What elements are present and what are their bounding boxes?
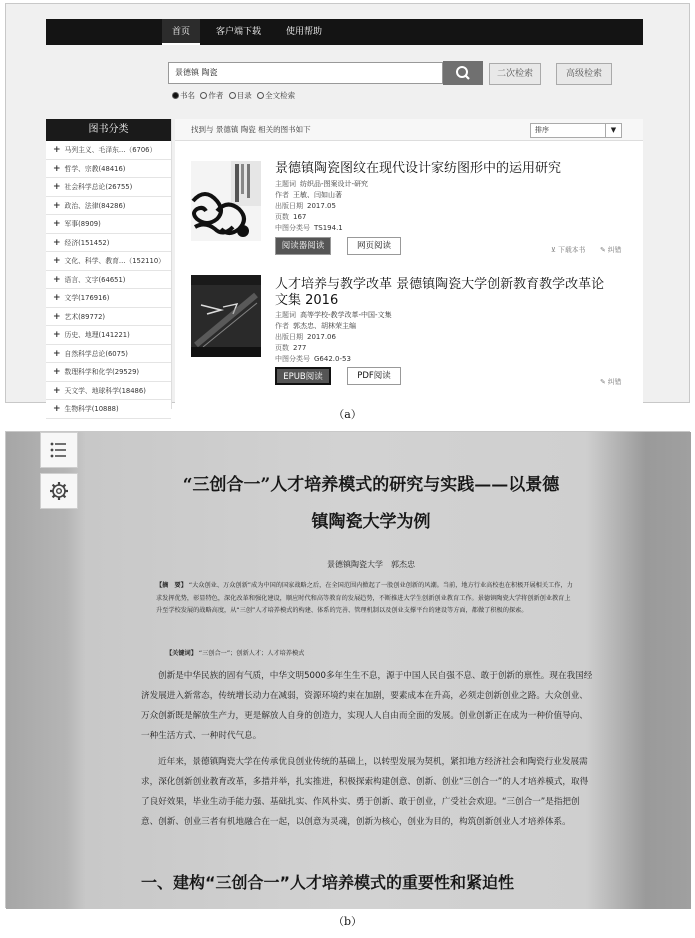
search-button[interactable] [443,61,483,85]
section-heading: 一、建构“三创合一”人才培养模式的重要性和紧迫性 [141,873,515,892]
caption-a: （a） [333,408,362,421]
sidebar-category-item[interactable]: + 艺术(89772) [46,308,171,327]
secondary-search-button[interactable]: 二次检索 [489,63,541,85]
category-sidebar [46,119,172,414]
edit-icon: ✎ [600,378,606,386]
search-scope-radios [172,90,295,101]
pdf-read-button[interactable]: PDF阅读 [347,367,401,385]
book-date: 出版日期 2017.06 [275,333,336,341]
body-paragraph-2: 近年来，景德镇陶瓷大学在传承优良创业传统的基础上，以转型发展为契机，紧扣地方经济社会和陶瓷行业发展需求，深化创新创业教育改革，多措并举，扎实推进，积极探索构建创意、创新、创业“三创合一”的人才培养模式，取得了良好效果，毕业生动手能力强、基础扎实、作风朴实、勇于创新、敢于创业，广受社会欢迎。“三创合一”是指把创意、创新、创业三者有机地融合在一起，以创意为灵魂，创新为核心，创业为目的，构筑创新创业人才培养体系。 [141,757,589,827]
settings-gear-icon [41,474,77,508]
plus-icon: + [53,200,61,211]
article-title-line1: “三创合一”人才培养模式的研究与实践——以景德 [182,475,560,495]
plus-icon: + [53,404,61,414]
radio-author[interactable]: 作者 [200,91,223,100]
plus-icon: + [53,311,61,322]
epub-reader-screenshot [5,431,690,908]
book-cover-image[interactable] [191,161,261,241]
caption-b: （b） [332,915,363,928]
sidebar-category-item[interactable]: + 社会科学总论(26755) [46,178,171,197]
keywords: 【关键词】 “三创合一”；创新人才；人才培养模式 [166,650,305,657]
sidebar-category-item[interactable]: + 文化、科学、教育...（152110） [46,252,171,271]
download-link[interactable]: ⊻ 下载本书 [551,246,586,254]
result-item [175,149,643,269]
sidebar-category-item[interactable]: + 生物科学(10888) [46,400,171,419]
result-item [175,269,643,399]
plus-icon: + [53,163,61,174]
article-title-line2: 镇陶瓷大学为例 [311,512,431,532]
sidebar-category-item[interactable]: + 天文学、地球科学(18486) [46,382,171,401]
list-icon [41,433,77,467]
radio-title[interactable]: 书名 [172,91,195,100]
plus-icon: + [53,182,61,192]
download-icon: ⊻ [551,246,556,254]
settings-button[interactable] [40,473,78,509]
plus-icon: + [53,348,61,359]
reader-read-button[interactable]: 阅读器阅读 [275,237,331,255]
sidebar-category-item[interactable]: + 语言、文字(64651) [46,271,171,290]
search-icon [443,61,483,85]
abstract: 【摘 要】 “大众创业、万众创新”成为中国的国家战略之后，在全国范围内掀起了一股创业创新的风潮。当前，地方行业高校也在积极开展相关工作，力求发挥优势，彰显特色，深化改革和强化建设，顺应时代和高等教育的发展趋势，不断推进大学生创新创业教育工作。景德镇陶瓷大学将创新创业教育上升至学校发展的战略高度，从“三创”人才培养模式的构建、体系的完善、管理机制以及创业支撑平台的建设等方面，都做了积极的探索。 [156,582,573,614]
book-title-link[interactable]: 景德镇陶瓷图纹在现代设计家纺图形中的运用研究 [275,161,562,176]
book-classification: 中图分类号 G642.0-53 [275,355,351,363]
toc-button[interactable] [40,432,78,468]
sidebar-category-item[interactable]: + 数理科学和化学(29529) [46,363,171,382]
results-panel [175,119,643,409]
book-cover-image[interactable] [191,275,261,357]
epub-read-button[interactable]: EPUB阅读 [275,367,331,385]
radio-toc[interactable]: 目录 [229,91,252,100]
body-paragraph-1: 创新是中华民族的固有气质，中华文明5000多年生生不息，源于中国人民自强不息、敢于创新的禀性。现在我国经济发展进入新常态，传统增长动力在减弱，资源环境约束在加剧，要素成本在升高，必须走创新创业之路。大众创业、万众创新既是解放生产力，更是解放人自身的创造力，实现人人自由而全面的发展。创业创新正在成为一种价值导向、一种生活方式、一种时代气息。 [141,671,593,741]
nav-home[interactable]: 首页 [162,19,200,45]
web-read-button[interactable]: 网页阅读 [347,237,401,255]
search-input[interactable]: 景德镇 陶瓷 [168,62,443,84]
book-pages: 页数 167 [275,213,307,221]
sidebar-category-item[interactable]: + 经济(151452) [46,234,171,253]
plus-icon: + [53,330,61,340]
sidebar-category-item[interactable]: + 自然科学总论(6075) [46,345,171,364]
plus-icon: + [53,293,61,303]
sidebar-category-item[interactable]: + 政治、法律(84286) [46,197,171,216]
radio-fulltext[interactable]: 全文检索 [257,91,295,100]
library-search-screenshot [5,3,690,414]
plus-icon: + [53,237,61,248]
book-date: 出版日期 2017.05 [275,202,336,210]
plus-icon: + [53,219,61,229]
book-title-link[interactable]: 人才培养与教学改革 景德镇陶瓷大学创新教育教学改革论文集 2016 [275,277,605,308]
plus-icon: + [53,256,61,266]
report-error-link[interactable]: ✎ 纠错 [600,378,622,386]
plus-icon: + [53,367,61,377]
nav-help[interactable]: 使用帮助 [286,27,323,37]
category-list [46,141,171,419]
book-pages: 页数 277 [275,344,307,352]
book-author: 作者 郭杰忠、胡林荣主编 [275,322,356,330]
sidebar-category-item[interactable]: + 历史、地理(141221) [46,326,171,345]
plus-icon: + [53,145,61,155]
results-summary: 找到与 景德镇 陶瓷 相关的图书如下 [175,119,643,141]
sidebar-category-item[interactable]: + 文学(176916) [46,289,171,308]
sort-dropdown[interactable]: 排序 ▼ [530,123,622,138]
book-classification: 中图分类号 TS194.1 [275,224,343,232]
sidebar-category-item[interactable]: + 哲学、宗教(48416) [46,160,171,179]
book-author: 作者 王敏、闫如山著 [275,191,342,199]
plus-icon: + [53,274,61,285]
chevron-down-icon: ▼ [605,124,621,137]
advanced-search-button[interactable]: 高级检索 [556,63,612,85]
top-nav-bar [46,19,643,45]
book-subject: 主题词 纺织品-图案设计-研究 [275,180,369,188]
book-subject: 主题词 高等学校-教学改革-中国-文集 [275,311,392,319]
plus-icon: + [53,385,61,396]
report-error-link[interactable]: ✎ 纠错 [600,246,622,254]
sidebar-category-item[interactable]: + 军事(8909) [46,215,171,234]
edit-icon: ✎ [600,246,606,254]
sidebar-title: 图书分类 [46,119,171,141]
article-author: 景德镇陶瓷大学 郭杰忠 [327,560,415,569]
nav-client-download[interactable]: 客户端下载 [216,27,262,37]
sidebar-category-item[interactable]: + 马列主义、毛泽东...（6706） [46,141,171,160]
